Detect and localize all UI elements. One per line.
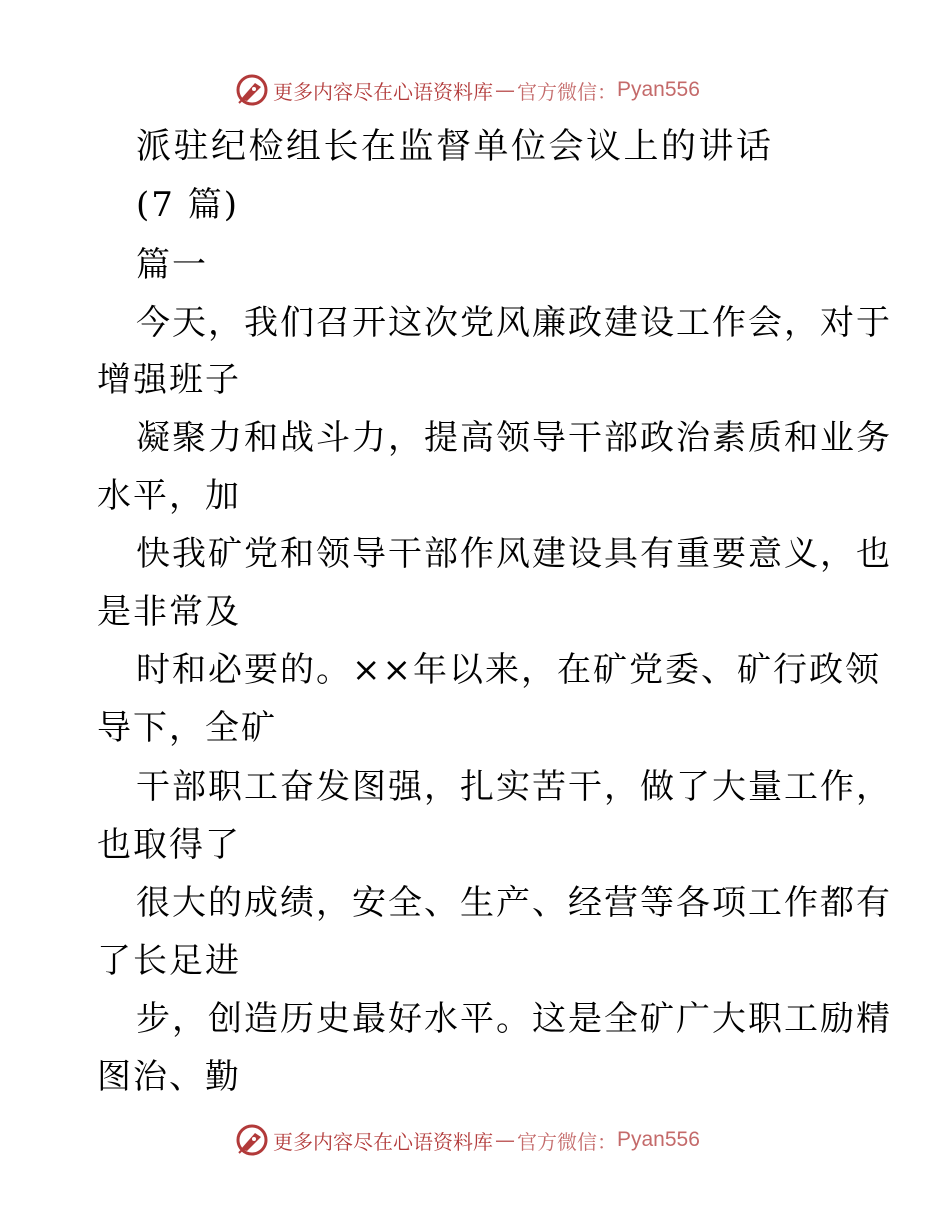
watermark-text: 更多内容尽在心语资料库 <box>273 1129 493 1154</box>
paragraph-line: 增强班子 <box>97 360 241 400</box>
paragraph-line: 水平，加 <box>97 476 241 516</box>
watermark-official: 官方微信： <box>517 79 617 104</box>
watermark-text: 更多内容尽在心语资料库 <box>273 79 493 104</box>
paragraph-line: 凝聚力和战斗力，提高领导干部政治素质和业务 <box>136 418 892 458</box>
paragraph-line: 了长足进 <box>97 941 241 981</box>
paragraph-line: 步，创造历史最好水平。这是全矿广大职工励精 <box>136 999 892 1039</box>
footer-watermark <box>235 1120 700 1160</box>
paragraph-line: 干部职工奋发图强，扎实苦干，做了大量工作， <box>136 767 892 807</box>
section-heading: 篇一 <box>136 245 208 285</box>
paragraph-line: 导下，全矿 <box>97 708 277 748</box>
watermark-id: Pyan556 <box>617 78 700 101</box>
paragraph-line: 图治、勤 <box>97 1057 241 1097</box>
watermark-id: Pyan556 <box>617 1128 700 1151</box>
header-watermark <box>235 70 700 110</box>
pen-nib-logo-icon <box>235 73 269 107</box>
watermark-official: 官方微信： <box>517 1129 617 1154</box>
watermark-dash: — <box>495 1128 515 1152</box>
pen-nib-logo-icon <box>235 1123 269 1157</box>
paragraph-line: 是非常及 <box>97 592 241 632</box>
document-title-line2: (7 篇) <box>136 185 239 225</box>
paragraph-line: 很大的成绩，安全、生产、经营等各项工作都有 <box>136 883 892 923</box>
document-title-line1: 派驻纪检组长在监督单位会议上的讲话 <box>136 127 774 167</box>
paragraph-line: 今天，我们召开这次党风廉政建设工作会，对于 <box>136 303 892 343</box>
paragraph-line: 也取得了 <box>97 825 241 865</box>
paragraph-line: 时和必要的。××年以来，在矿党委、矿行政领 <box>136 650 881 690</box>
watermark-dash: — <box>495 78 515 102</box>
paragraph-line: 快我矿党和领导干部作风建设具有重要意义，也 <box>136 534 892 574</box>
